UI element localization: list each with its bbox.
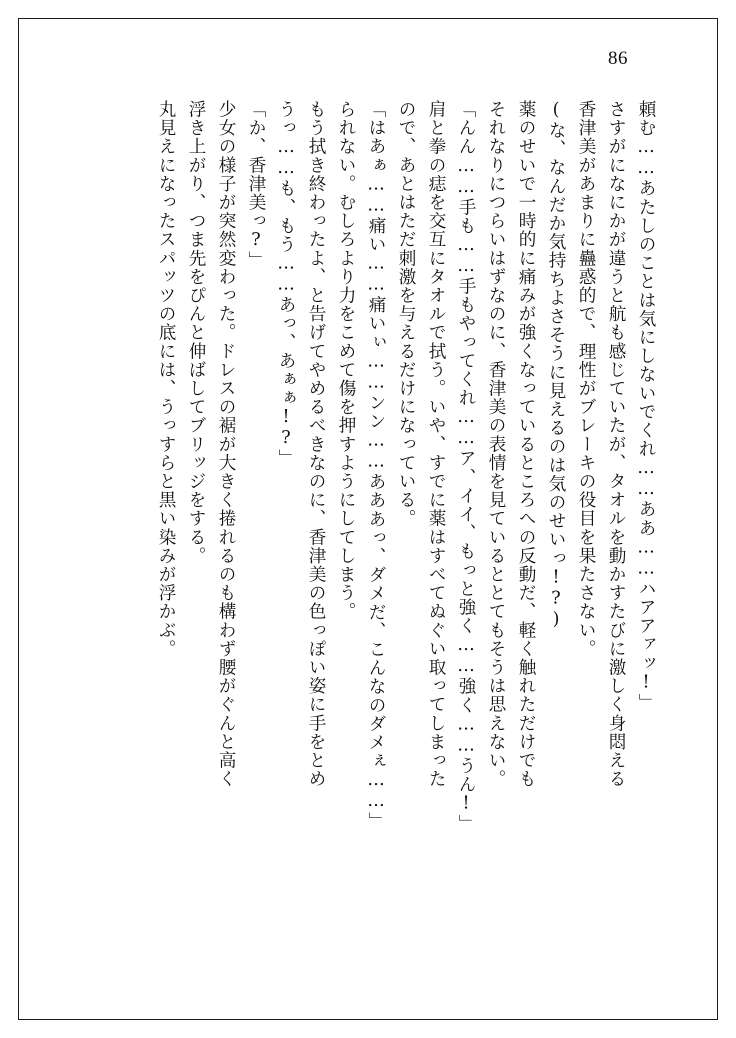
text-column: られない。むしろより力をこめて傷を押すようにしてしまう。 [336,100,356,621]
text-column: うっ……も、もう……あっ、あぁぁ!?」 [276,100,296,468]
text-column: さすがになにかが違うと航も感じていたが、タオルを動かすたびに激しく身悶える [606,100,626,789]
text-column: 香津美があまりに蠱惑的で、理性がブレーキの役目を果たさない。 [576,100,596,658]
text-column: 丸見えになったスパッツの底には、うっすらと黒い染みが浮かぶ。 [156,100,176,658]
text-column: (な、なんだか気持ちよさそうに見えるのは気のせいっ!?) [546,100,566,631]
text-column: もう拭き終わったよ、と告げてやめるべきなのに、香津美の色っぽい姿に手をとめ [306,100,326,789]
page-number: 86 [608,48,628,69]
text-column: 浮き上がり、つま先をぴんと伸ばしてブリッジをする。 [186,100,206,565]
text-column: それなりにつらいはずなのに、香津美の表情を見ているととてもそうは思えない。 [486,100,506,789]
text-column: 頼む……あたしのことは気にしないでくれ……ああ……ハアアァッ!」 [636,100,656,712]
vertical-text-body [70,100,654,900]
text-column: 「か、香津美っ?」 [246,100,266,270]
text-column: 肩と拳の痣を交互にタオルで拭う。いや、すでに薬はすべてぬぐい取ってしまった [426,100,446,789]
text-column: 薬のせいで一時的に痛みが強くなっているところへの反動だ、軽く触れただけでも [516,100,536,789]
text-column: 「はあぁ……痛い……痛いぃ……ンン……あああっ、ダメだ、こんなのダメぇ……」 [366,100,386,831]
text-column: 少女の様子が突然変わった。ドレスの裾が大きく捲れるのも構わず腰がぐんと高く [216,100,236,789]
text-column: 「んん……手も……手もやってくれ……ア、イイ、もっと強く……強く……うん!」 [456,100,476,834]
text-column: ので、あとはただ刺激を与えるだけになっている。 [396,100,416,528]
